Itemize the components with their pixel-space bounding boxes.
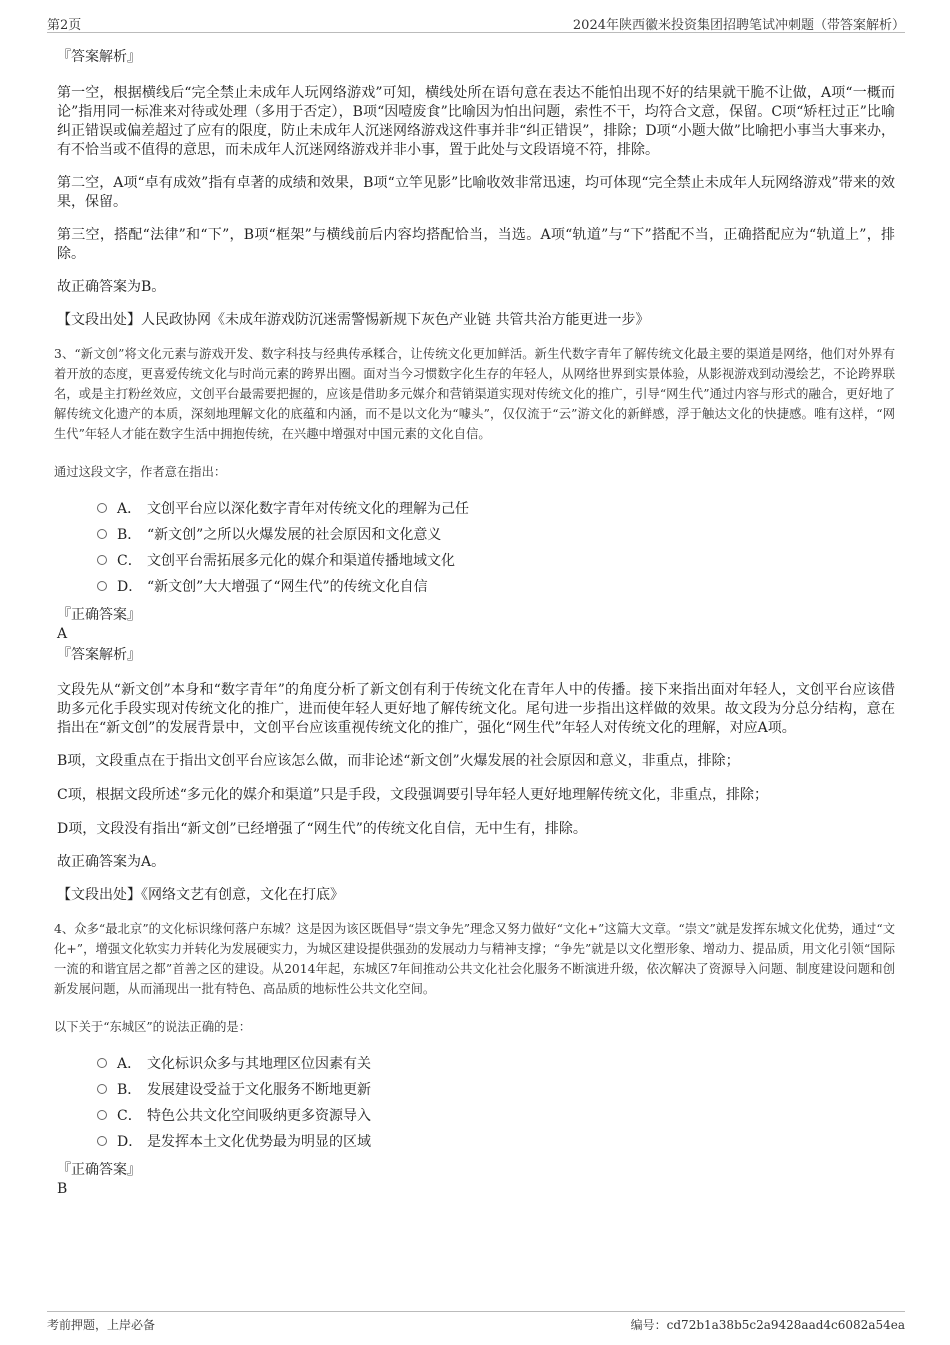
radio-button[interactable] [97,1110,107,1120]
option-d[interactable]: D． 是发挥本土文化优势最为明显的区域 [97,1129,895,1155]
question-3-options [57,496,895,600]
option-c[interactable]: C． 特色公共文化空间吸纳更多资源导入 [97,1103,895,1129]
radio-button[interactable] [97,555,107,565]
radio-button[interactable] [97,1058,107,1068]
page-content [54,44,895,1198]
analysis-conclusion: 故正确答案为A。 [57,854,166,870]
page-number: 第2页 [47,18,82,33]
analysis-paragraph: B项，文段重点在于指出文创平台应该怎么做，而非论述“新文创”火爆发展的社会原因和意义，非重点，排除； [57,753,740,769]
option-d[interactable]: D． “新文创”大大增强了“网生代”的传统文化自信 [97,574,895,600]
radio-button[interactable] [97,503,107,513]
option-a[interactable]: A． 文化标识众多与其地理区位因素有关 [97,1051,895,1077]
correct-answer-label: 『正确答案』 [57,607,141,623]
document-title: 2024年陕西徽米投资集团招聘笔试冲刺题（带答案解析） [572,18,905,33]
page-footer [47,1311,905,1336]
radio-button[interactable] [97,581,107,591]
footer-slogan: 考前押题，上岸必备 [47,1318,156,1332]
analysis-paragraph: 第二空，A项“卓有成效”指有卓著的成绩和效果，B项“立竿见影”比喻收效非常迅速，均可体现“完全禁止未成年人玩网络游戏”带来的效果，保留。 [57,175,895,210]
analysis-paragraph: 文段先从“新文创”本身和“数字青年”的角度分析了新文创有利于传统文化在青年人中的传播。接下来指出面对年轻人，文创平台应该借助多元化手段实现对传统文化的推广，进而使年轻人更好地了解传统文化。尾句进一步指出这样做的效果。故文段为分总分结构，意在指出在“新文创”的发展背景中，文创平台应该重视传统文化的推广，强化“网生代”年轻人对传统文化的理解，对应A项。 [57,682,895,736]
analysis-label: 『答案解析』 [57,49,141,65]
analysis-paragraph: 第三空，搭配“法律”和“下”，B项“框架”与横线前后内容均搭配恰当，当选。A项“轨道”与“下”搭配不当，正确搭配应为“轨道上”，排除。 [57,227,895,262]
source-citation: 【文段出处】人民政协网《未成年游戏防沉迷需警惕新规下灰色产业链 共管共治方能更进一步》 [57,312,650,328]
radio-button[interactable] [97,529,107,539]
option-b[interactable]: B． 发展建设受益于文化服务不断地更新 [97,1077,895,1103]
option-c[interactable]: C． 文创平台需拓展多元化的媒介和渠道传播地域文化 [97,548,895,574]
correct-answer-label: 『正确答案』 [57,1162,141,1178]
document-id: 编号：cd72b1a38b5c2a9428aad4c6082a54ea [630,1318,905,1332]
analysis-paragraph: C项，根据文段所述“多元化的媒介和渠道”只是手段，文段强调要引导年轻人更好地理解传统文化，非重点，排除； [57,787,769,803]
radio-button[interactable] [97,1136,107,1146]
analysis-paragraph: 第一空，根据横线后“完全禁止未成年人玩网络游戏”可知，横线处所在语句意在表达不能怕出现不好的结果就干脆不让做，A项“一概而论”指用同一标准来对待或处理（多用于否定），B项“因噎废食”比喻因为怕出问题，索性不干，均符合文意，保留。C项“矫枉过正”比喻纠正错误或偏差超过了应有的限度，防止未成年人沉迷网络游戏这件事并非“纠正错误”，排除；D项“小题大做”比喻把小事当大事来办，有不恰当或不值得的意思，而未成年人沉迷网络游戏并非小事，置于此处与文段语境不符，排除。 [57,85,895,158]
question-4-options [57,1051,895,1155]
question-3-text: 3、“新文创”将文化元素与游戏开发、数字科技与经典传承糅合，让传统文化更加鲜活。新生代数字青年了解传统文化最主要的渠道是网络，他们对外界有着开放的态度，更喜爱传统文化与时尚元素的跨界出圈。面对当今习惯数字化生存的年轻人，从网络世界到实景体验，从影视游戏到动漫绘艺，不论跨界联名，或是主打粉丝效应，文创平台最需要把握的，应该是借助多元媒介和营销渠道实现对传统文化的推广，引导“网生代”通过内容与形式的融合，更好地了解传统文化遗产的本质，深刻地理解文化的底蕴和内涵，而不是以文化为“噱头”，仅仅流于“云”游文化的新鲜感，浮于触达文化的快捷感。唯有这样，“网生代”年轻人才能在数字生活中拥抱传统，在兴趣中增强对中国元素的文化自信。 [54,347,895,441]
correct-answer: B [57,1181,68,1197]
source-citation: 【文段出处】《网络文艺有创意，文化在打底》 [57,887,344,903]
analysis-conclusion: 故正确答案为B。 [57,279,166,295]
option-a[interactable]: A． 文创平台应以深化数字青年对传统文化的理解为己任 [97,496,895,522]
radio-button[interactable] [97,1084,107,1094]
page-header [47,12,905,33]
question-4-text: 4、众多“最北京”的文化标识缘何落户东城？这是因为该区既倡导“崇文争先”理念又努力做好“文化+”这篇大文章。“崇文”就是发挥东城文化优势，通过“文化+”，增强文化软实力并转化为发展硬实力，为城区建设提供强劲的发展动力与精神支撑；“争先”就是以文化塑形象、增动力、提品质，用文化引领“国际一流的和谐宜居之都”首善之区的建设。从2014年起，东城区7年间推动公共文化社会化服务不断演进升级，依次解决了资源导入问题、制度建设问题和创新发展问题，从而涌现出一批有特色、高品质的地标性公共文化空间。 [54,922,895,996]
option-b[interactable]: B． “新文创”之所以火爆发展的社会原因和文化意义 [97,522,895,548]
analysis-label: 『答案解析』 [57,647,141,663]
correct-answer: A [57,626,68,642]
question-4-prompt: 以下关于“东城区”的说法正确的是： [54,1020,252,1034]
question-3-prompt: 通过这段文字，作者意在指出： [54,465,227,479]
analysis-paragraph: D项，文段没有指出“新文创”已经增强了“网生代”的传统文化自信，无中生有，排除。 [57,821,587,837]
